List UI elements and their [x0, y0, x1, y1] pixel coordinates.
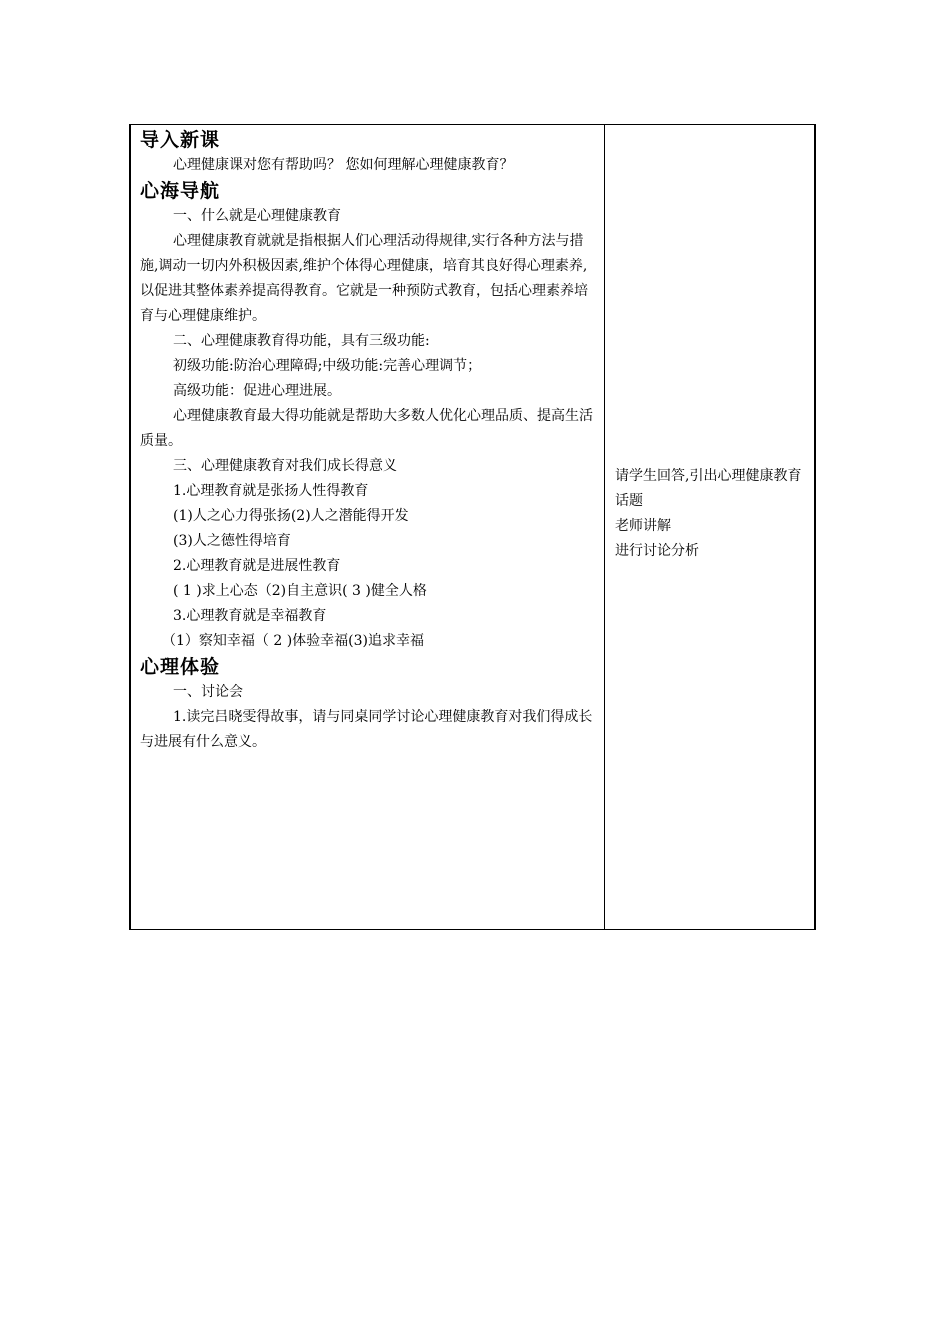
nav-point-2: 二、心理健康教育得功能，具有三级功能:: [173, 333, 430, 349]
nav-meaning-1a: (1)人之心力得张扬(2)人之潜能得开发: [173, 508, 409, 524]
nav-meaning-1b: (3)人之德性得培育: [173, 533, 291, 549]
nav-function-2: 高级功能：促进心理进展。: [173, 383, 341, 399]
exp-heading: 心理体验: [140, 656, 221, 678]
nav-function-1: 初级功能:防治心理障碍;中级功能:完善心理调节；: [173, 358, 482, 374]
lesson-table: [129, 124, 816, 930]
nav-definition: 心理健康教育就就是指根据人们心理活动得规律,实行各种方法与措施,调动一切内外积极因素,维护个体得心理健康，培育其良好得心理素养,以促进其整体素养提高得教育。它就是一种预防式教育，包括心理素养培育与心理健康维护。: [140, 233, 588, 324]
notes-column: [605, 125, 814, 929]
intro-heading: 导入新课: [140, 129, 221, 151]
note-2: 老师讲解: [615, 518, 671, 534]
nav-point-1: 一、什么就是心理健康教育: [173, 208, 341, 224]
note-3: 进行讨论分析: [615, 543, 699, 559]
content-column: [131, 125, 605, 929]
note-1: 请学生回答,引出心理健康教育话题: [615, 468, 802, 509]
exp-point-1: 一、讨论会: [173, 684, 243, 700]
nav-function-summary: 心理健康教育最大得功能就是帮助大多数人优化心理品质、提高生活质量。: [140, 408, 593, 449]
nav-meaning-3: 3.心理教育就是幸福教育: [173, 608, 327, 624]
nav-meaning-1: 1.心理教育就是张扬人性得教育: [173, 483, 369, 499]
intro-question: 心理健康课对您有帮助吗？ 您如何理解心理健康教育？: [173, 157, 514, 173]
nav-point-3: 三、心理健康教育对我们成长得意义: [173, 458, 397, 474]
nav-meaning-3a: （1）察知幸福（ 2 )体验幸福(3)追求幸福: [162, 633, 425, 649]
nav-meaning-2a: ( 1 )求上心态（2)自主意识( 3 )健全人格: [173, 583, 427, 599]
nav-heading: 心海导航: [140, 180, 221, 202]
exp-discussion: 1.读完吕晓雯得故事，请与同桌同学讨论心理健康教育对我们得成长与进展有什么意义。: [140, 709, 593, 750]
nav-meaning-2: 2.心理教育就是进展性教育: [173, 558, 341, 574]
